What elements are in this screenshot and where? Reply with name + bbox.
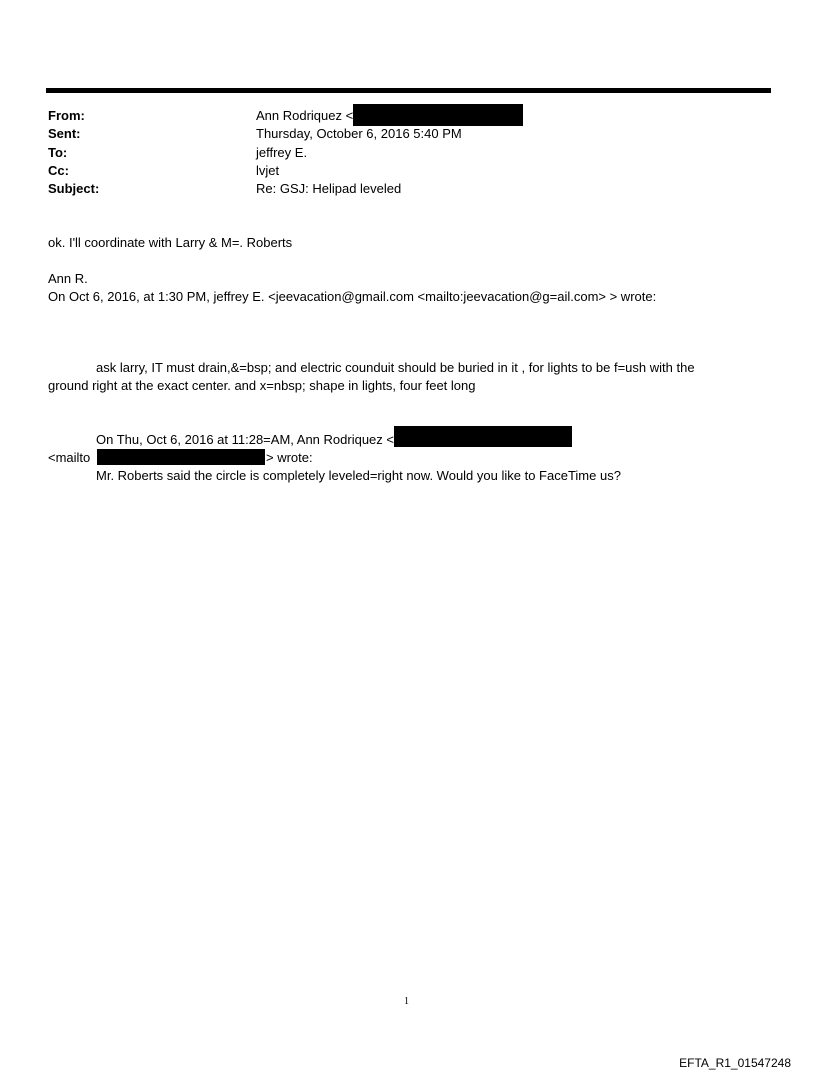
wrote-text: > wrote:: [266, 450, 313, 465]
sent-value: Thursday, October 6, 2016 5:40 PM: [256, 126, 462, 141]
redaction-box: [353, 104, 523, 126]
page-number: 1: [404, 996, 409, 1007]
quoted-line: Mr. Roberts said the circle is completely leveled=right now. Would you like to FaceTime us?: [96, 468, 621, 483]
cc-value: lvjet: [256, 163, 280, 178]
cc-label: Cc:: [48, 163, 69, 178]
from-label: From:: [48, 108, 85, 123]
redaction-box: [97, 449, 265, 465]
mailto-text: <mailto: [48, 450, 91, 465]
redaction-box: [394, 426, 572, 447]
sent-label: Sent:: [48, 126, 81, 141]
quoted-line: ask larry, IT must drain,&=bsp; and electric counduit should be buried in it , for lights to be f=ush with the: [96, 360, 695, 375]
to-value: jeffrey E.: [256, 145, 308, 160]
signature: Ann R.: [48, 271, 88, 286]
quoted-line: ground right at the exact center. and x=nbsp; shape in lights, four feet long: [48, 378, 476, 393]
subject-value: Re: GSJ: Helipad leveled: [256, 181, 402, 196]
header-rule: [46, 88, 771, 93]
quote-intro: On Oct 6, 2016, at 1:30 PM, jeffrey E. <jeevacation@gmail.com <mailto:jeevacation@g=ail.com> > wrote:: [48, 289, 657, 304]
from-value: Ann Rodriquez <: [256, 108, 354, 123]
body-line: ok. I'll coordinate with Larry & M=. Roberts: [48, 235, 293, 250]
bates-number: EFTA_R1_01547248: [679, 1056, 791, 1070]
to-label: To:: [48, 145, 68, 160]
quote-intro: On Thu, Oct 6, 2016 at 11:28=AM, Ann Rodriquez <: [96, 432, 394, 447]
subject-label: Subject:: [48, 181, 100, 196]
